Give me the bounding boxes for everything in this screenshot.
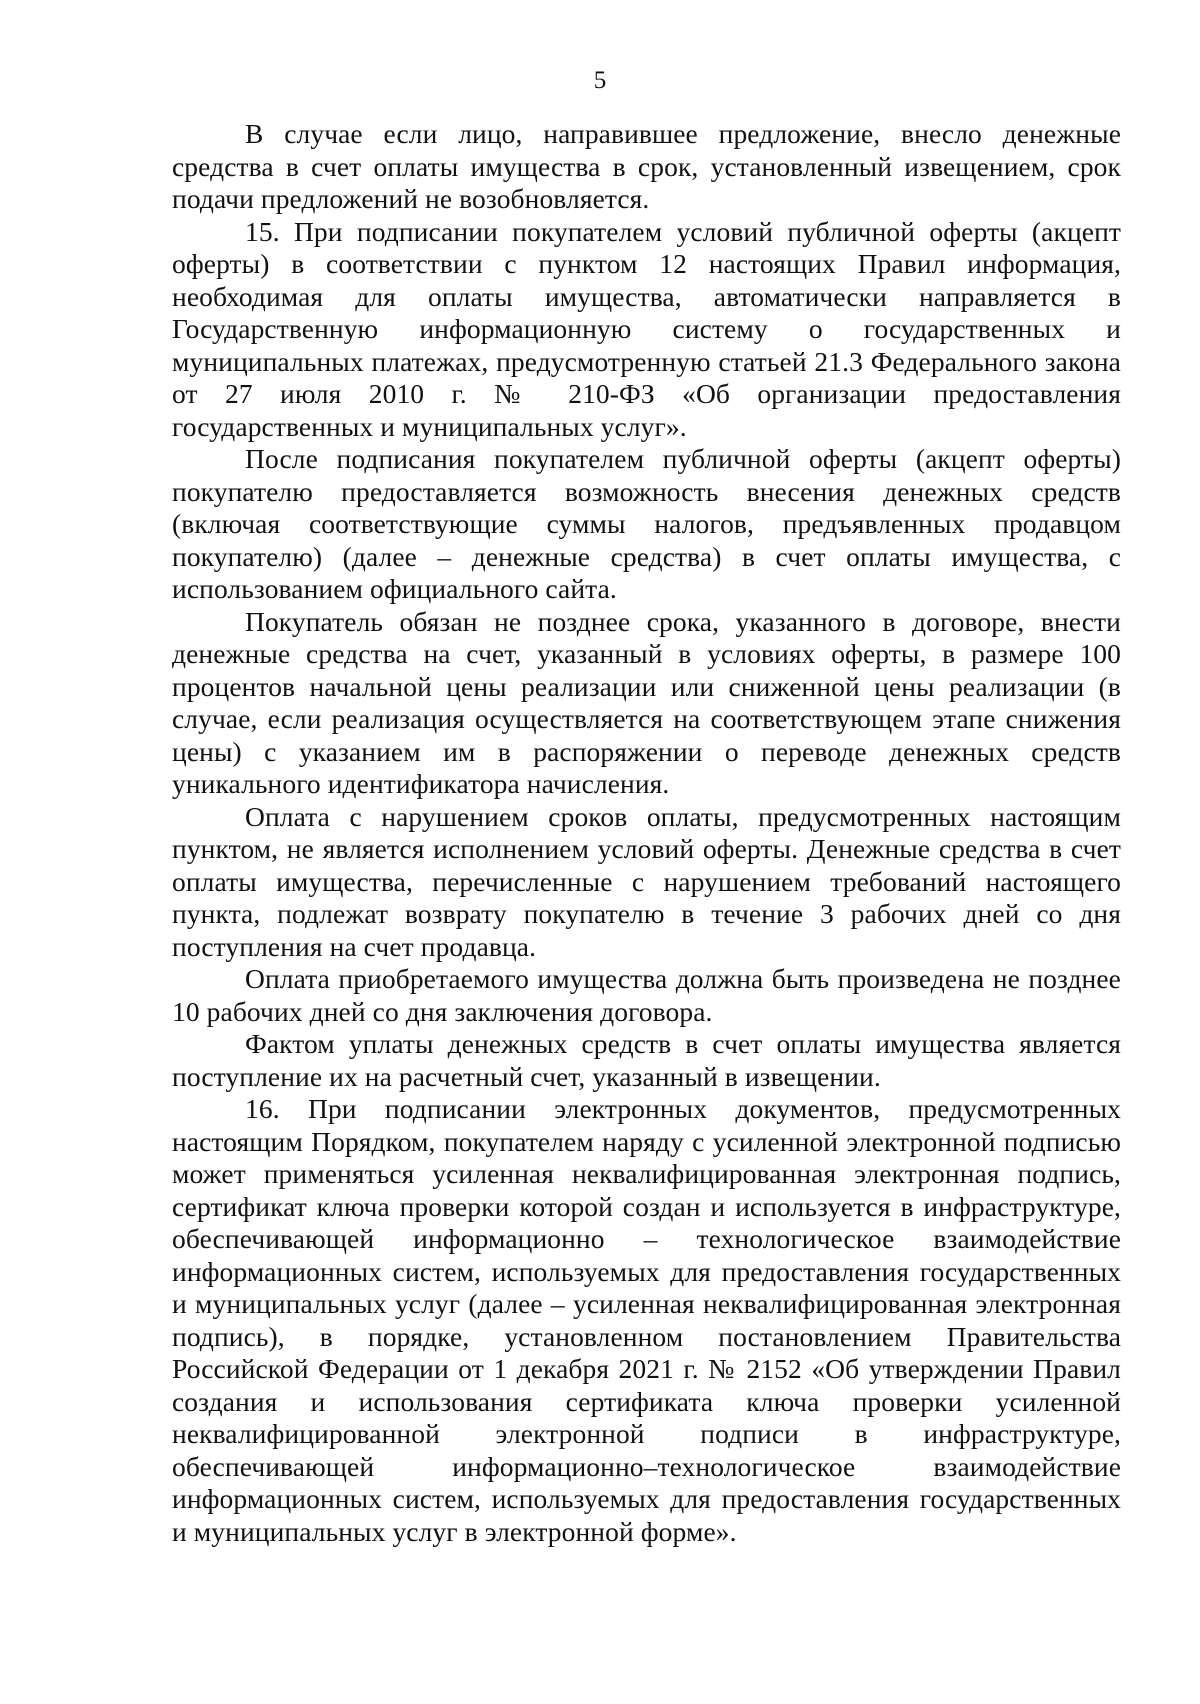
paragraph-clause-16: 16. При подписании электронных документов, предусмотренных настоящим Порядком, покупателем наряду с усиленной электронной подписью может применяться усиленная неквалифицированная электронная подпись, сертификат ключа проверки которой создан и используется в инфраструктуре, обеспечивающей информационно – технологическое взаимодействие информационных систем, используемых для предоставления государственных и муниципальных услуг (далее – усиленная неквалифицированная электронная подпись), в порядке, установленном постановлением Правительства Российской Федерации от 1 декабря 2021 г. № 2152 «Об утверждении Правил создания и использования сертификата ключа проверки усиленной неквалифицированной электронной подписи в инфраструктуре, обеспечивающей информационно–технологическое взаимодействие информационных систем, используемых для предоставления государственных и муниципальных услуг в электронной форме». — [172, 1093, 1121, 1547]
paragraph-payment-fact: Фактом уплаты денежных средств в счет оплаты имущества является поступление их на расчетный счет, указанный в извещении. — [172, 1028, 1121, 1092]
paragraph-clause-15: 15. При подписании покупателем условий публичной оферты (акцепт оферты) в соответствии с пунктом 12 настоящих Правил информация, необходимая для оплаты имущества, автоматически направляется в Государственную информационную систему о государственных и муниципальных платежах, предусмотренную статьей 21.3 Федерального закона от 27 июля 2010 г. № 210-ФЗ «Об организации предоставления государственных и муниципальных услуг». — [172, 215, 1121, 442]
paragraph-buyer-obligation: Покупатель обязан не позднее срока, указанного в договоре, внести денежные средства на счет, указанный в условиях оферты, в размере 100 процентов начальной цены реализации или сниженной цены реализации (в случае, если реализация осуществляется на соответствующем этапе снижения цены) с указанием им в распоряжении о переводе денежных средств уникального идентификатора начисления. — [172, 605, 1121, 799]
paragraph-deposit-deadline: В случае если лицо, направившее предложение, внесло денежные средства в счет оплаты имущества в срок, установленный извещением, срок подачи предложений не возобновляется. — [172, 118, 1121, 214]
document-body — [172, 118, 1121, 1548]
paragraph-late-payment: Оплата с нарушением сроков оплаты, предусмотренных настоящим пунктом, не является исполнением условий оферты. Денежные средства в счет оплаты имущества, перечисленные с нарушением требований настоящего пункта, подлежат возврату покупателю в течение 3 рабочих дней со дня поступления на счет продавца. — [172, 800, 1121, 962]
paragraph-payment-term: Оплата приобретаемого имущества должна быть произведена не позднее 10 рабочих дней со дня заключения договора. — [172, 963, 1121, 1027]
page-number: 5 — [593, 67, 607, 94]
paragraph-payment-opportunity: После подписания покупателем публичной оферты (акцепт оферты) покупателю предоставляется возможность внесения денежных средств (включая соответствующие суммы налогов, предъявленных продавцом покупателю) (далее – денежные средства) в счет оплаты имущества, с использованием официального сайта. — [172, 443, 1121, 604]
